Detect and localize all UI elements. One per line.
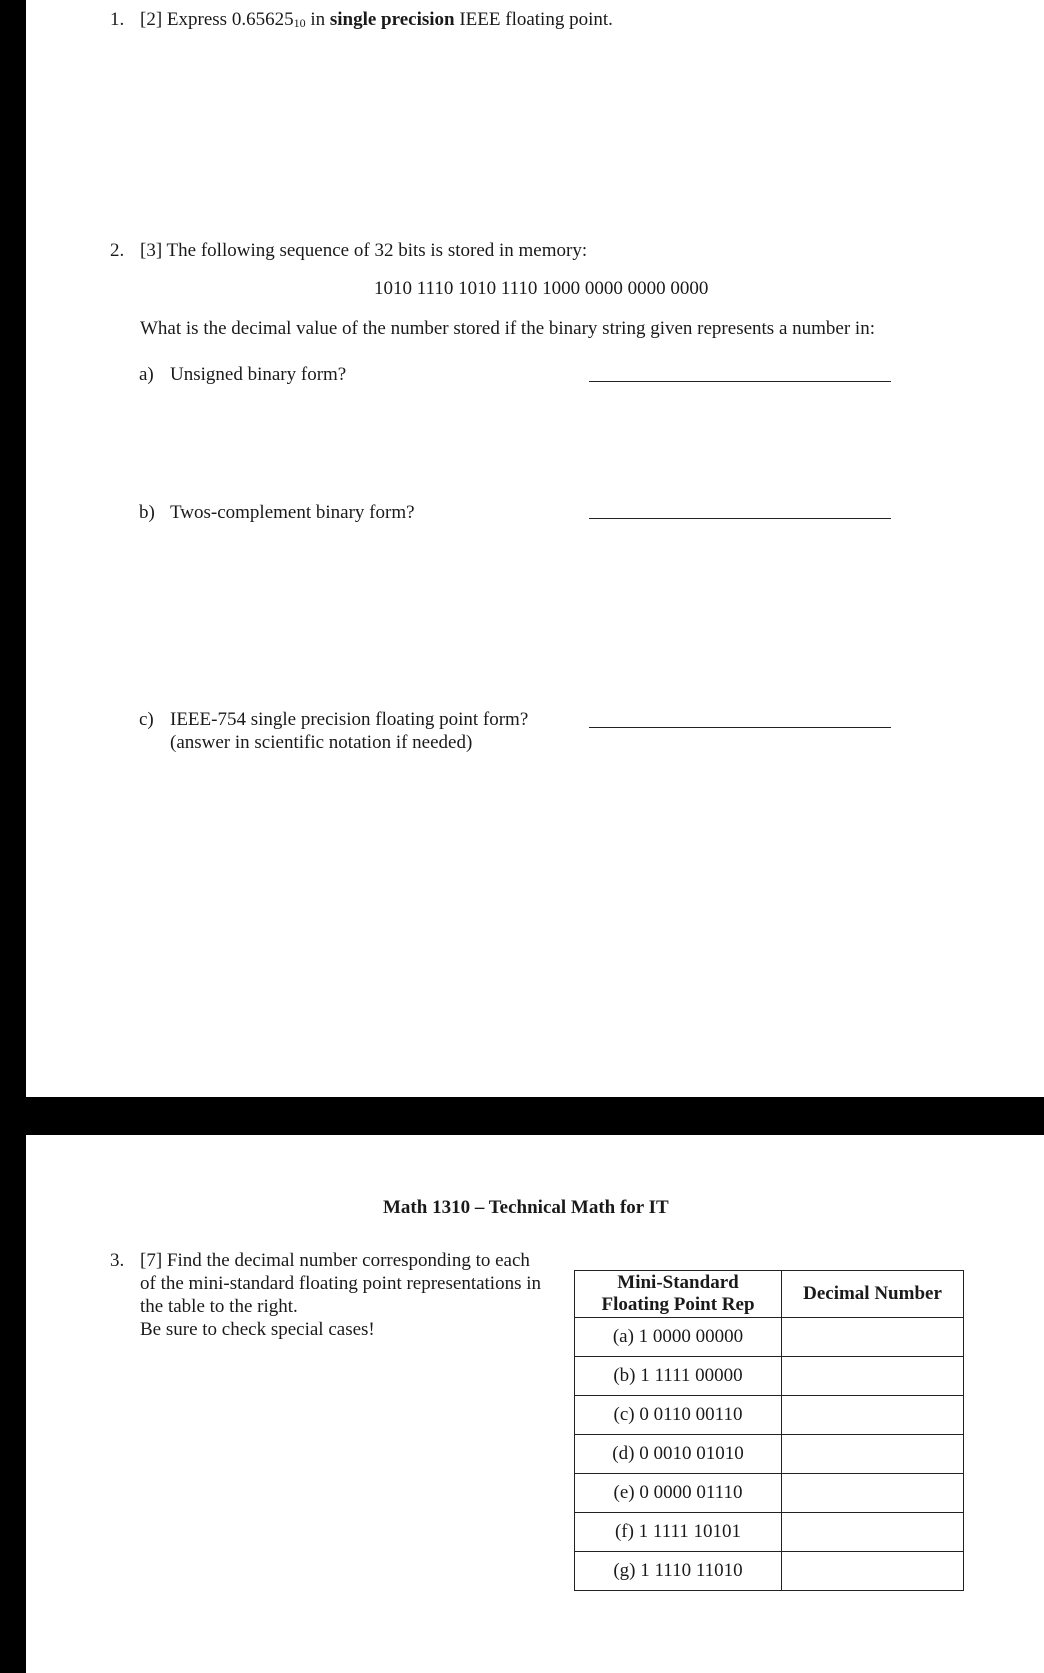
answer-line-2b[interactable] [589,518,891,519]
question-2-bits: 1010 1110 1010 1110 1000 0000 0000 0000 [374,278,709,299]
question-3-number: 3. [110,1250,125,1271]
rep-cell: (e) 0 0000 01110 [575,1474,782,1513]
question-2c-text: IEEE-754 single precision floating point form? [170,709,529,730]
decimal-cell[interactable] [782,1474,964,1513]
question-2-intro: [3] The following sequence of 32 bits is stored in memory: [140,240,588,261]
answer-line-2a[interactable] [589,381,891,382]
decimal-cell[interactable] [782,1318,964,1357]
question-1-express: Express [166,9,228,30]
question-3-line-3: the table to the right. [140,1296,298,1317]
answer-line-2c[interactable] [589,727,891,728]
question-1-in: in [310,9,326,30]
mini-standard-table [574,1270,964,1591]
question-2a-text: Unsigned binary form? [170,364,347,385]
question-1-number: 1. [110,9,125,30]
header-floating-point-rep [575,1271,782,1318]
decimal-cell[interactable] [782,1396,964,1435]
question-1-bold-phrase: single precision [329,9,455,30]
question-2-number: 2. [110,240,125,261]
table-row [575,1552,964,1591]
question-1-text [140,9,613,31]
table-row [575,1357,964,1396]
table-row [575,1474,964,1513]
question-2b-text: Twos-complement binary form? [170,502,415,523]
question-2c-label: c) [139,709,154,730]
table-header-row [575,1271,964,1318]
header-decimal-number: Decimal Number [782,1271,964,1318]
question-2c-note: (answer in scientific notation if needed) [170,732,473,753]
question-1-base: 10 [293,16,306,30]
table-row [575,1396,964,1435]
decimal-cell[interactable] [782,1552,964,1591]
decimal-cell[interactable] [782,1435,964,1474]
worksheet-page-1 [26,0,1044,1097]
question-2-prompt: What is the decimal value of the number stored if the binary string given represents a number in: [140,318,875,339]
rep-cell: (f) 1 1111 10101 [575,1513,782,1552]
header-col1-line1: Mini-Standard [617,1272,739,1293]
table-row [575,1318,964,1357]
header-col1-line2: Floating Point Rep [601,1294,755,1315]
rep-cell: (d) 0 0010 01010 [575,1435,782,1474]
course-heading: Math 1310 – Technical Math for IT [383,1197,669,1218]
question-1-value: 0.65625 [231,9,294,30]
question-3-line-2: of the mini-standard floating point representations in [140,1273,542,1294]
question-3-line-1: [7] Find the decimal number corresponding to each [140,1250,530,1271]
decimal-cell[interactable] [782,1357,964,1396]
rep-cell: (g) 1 1110 11010 [575,1552,782,1591]
table-row [575,1435,964,1474]
question-1-points: [2] [140,9,163,30]
rep-cell: (c) 0 0110 00110 [575,1396,782,1435]
rep-cell: (a) 1 0000 00000 [575,1318,782,1357]
question-2a-label: a) [139,364,154,385]
question-3-line-4: Be sure to check special cases! [140,1319,375,1340]
table-row [575,1513,964,1552]
question-2b-label: b) [139,502,155,523]
question-1-rest: IEEE floating point. [459,9,613,30]
decimal-cell[interactable] [782,1513,964,1552]
rep-cell: (b) 1 1111 00000 [575,1357,782,1396]
